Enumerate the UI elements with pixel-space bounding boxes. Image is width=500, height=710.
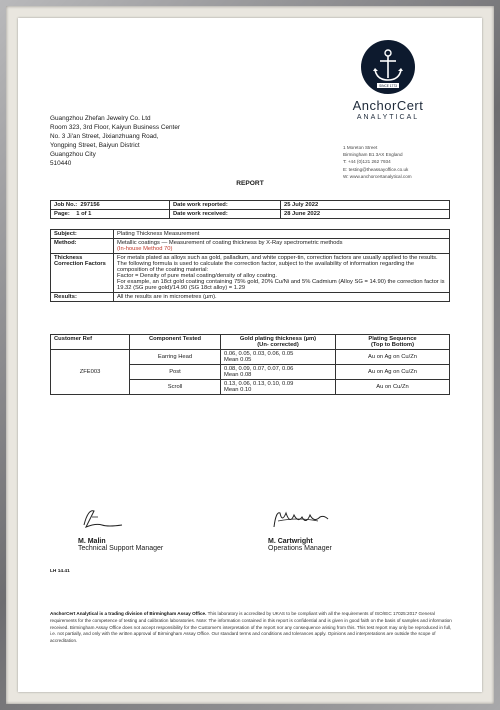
results-table [50,334,450,395]
address-line: Room 323, 3rd Floor, Kaiyun Business Center [50,124,181,131]
thickness-values: 0.13, 0.06, 0.13, 0.10, 0.09 [224,381,294,387]
signatory-title: Operations Manager [268,545,332,552]
col-thickness [221,335,336,350]
page-cell [51,210,170,219]
plating-sequence: Au on Cu/Zn [336,380,450,395]
factors-cell [114,254,450,293]
brand-name: AnchorCert [352,98,424,113]
address-line: Guangzhou City [50,151,96,158]
thickness-header: Gold plating thickness (µm) [239,336,317,342]
job-value: 297156 [80,202,100,208]
thickness-values: 0.06, 0.05, 0.03, 0.06, 0.05 [224,351,294,357]
address-line: Guangzhou Zhefan Jewelry Co. Ltd [50,115,151,122]
signatory-title: Technical Support Manager [78,545,164,552]
component-name: Scroll [130,380,221,395]
contact-line: 1 Moreton Street [343,145,378,150]
report-title: REPORT [236,180,264,187]
reported-value: 25 July 2022 [281,201,450,210]
thickness-subheader: (Un- corrected) [257,342,299,348]
address-line: 510440 [50,160,72,167]
footer-text: This laboratory is accredited by UKAS to be compliant with all the requirements of ISO/IEC 17025:2017 General requirements for the competence of testing and calibration laboratories. Note: The information contained in this report is confidential and is given in good faith on the basis of samples and information received. Birmingham Assay Office does not accept responsibility for the Customer's interpretation of the report nor any consequence arising from this. This test report may only be reproduced in full, i.e. not partially, and only with the written approval of Birmingham Assay Office. Our standard terms and conditions and tolerances apply. Opinions and interpretations are outside the scope of accreditation. [50,611,452,644]
handwritten-signature [268,505,338,533]
table-row [51,293,450,302]
factors-formula: Factor = Density of pure metal coating/density of alloy coating. [117,273,277,279]
sequence-subheader: (Top to Bottom) [370,342,415,348]
thickness-values: 0.08, 0.09, 0.07, 0.07, 0.06 [224,366,294,372]
page-value: 1 of 1 [76,211,92,217]
thickness-mean: Mean 0.08 [224,372,252,378]
method-note: (In-house Method 70) [117,246,173,252]
contact-line: T: +44 (0)121 262 7934 [343,159,391,165]
contact-line: E: testing@theassayoffice.co.uk [343,166,409,172]
brand-subtitle: ANALYTICAL [356,114,420,121]
anchor-logo [361,40,415,94]
table-row [51,254,450,293]
table-row [51,201,450,210]
job-cell [51,201,170,210]
signature-block-malin [78,505,163,552]
job-label: Job No.: [54,202,78,208]
thickness-mean: Mean 0.10 [224,387,252,393]
thickness-mean: Mean 0.05 [224,357,252,363]
anchor-icon [361,40,415,94]
plating-sequence: Au on Ag on Cu/Zn [336,350,450,365]
table-row [51,230,450,239]
received-label: Date work received: [170,210,281,219]
results-label: Results: [51,293,114,302]
method-cell [114,239,450,254]
signature-block-cartwright [268,505,338,552]
component-name: Earring Head [130,350,221,365]
factors-example: For example, an 18ct gold coating containing 75% gold, 20% Cu/Ni and 5% Cadmium (Alloy SG = 14.90) the correction factor is 19.32 (SG pure gold)/14.90 (SG 18ct alloy) = 1.29 [117,279,445,291]
details-table [50,229,450,302]
table-row [51,350,450,365]
footer-lead: AnchorCert Analytical is a trading division of Birmingham Assay Office. [50,611,207,616]
address-line: No. 3 Ji'an Street, Jixianzhuang Road, [50,133,159,140]
col-sequence [336,335,450,350]
thickness-cell [221,365,336,380]
reported-label: Date work reported: [170,201,281,210]
plating-sequence: Au on Ag on Cu/Zn [336,365,450,380]
table-row [51,210,450,219]
footer-disclaimer [50,611,452,645]
sequence-header: Plating Sequence [368,336,417,342]
job-info-table [50,200,450,219]
method-value: Metallic coatings — Measurement of coating thickness by X-Ray spectrometric methods [117,240,343,246]
factors-text: For metals plated as alloys such as gold, palladium, and white copper-tin, correction factors are usually applied to the results. The following formula is used to calculate the correction factor, subject to the availability of information regarding the composition of the coating material: [117,255,438,273]
signatory-name: M. Malin [78,538,106,545]
document-reference: LH 14.41 [50,569,70,574]
contact-line: W: www.anchorcertanalytical.com [343,173,412,179]
contact-line: Birmingham B1 3AX England [343,152,403,158]
received-value: 28 June 2022 [281,210,450,219]
contact-block [343,144,412,180]
page-label: Page: [54,211,70,217]
component-name: Post [130,365,221,380]
address-line: Yongping Street, Baiyun District [50,142,140,149]
subject-label: Subject: [51,230,114,239]
subject-value: Plating Thickness Measurement [114,230,450,239]
thickness-cell [221,350,336,365]
customer-ref: ZFE003 [51,350,130,395]
certificate-page [18,18,482,692]
table-row [51,239,450,254]
results-note: All the results are in micrometres (µm). [114,293,450,302]
signatory-name: M. Cartwright [268,538,313,545]
factors-label: Thickness Correction Factors [51,254,114,293]
recipient-address [50,114,180,168]
thickness-cell [221,380,336,395]
col-component: Component Tested [130,335,221,350]
method-label: Method: [51,239,114,254]
badge-text: SINCE 1773 [379,84,397,88]
table-header-row [51,335,450,350]
handwritten-signature [78,505,138,533]
col-customer-ref: Customer Ref [51,335,130,350]
